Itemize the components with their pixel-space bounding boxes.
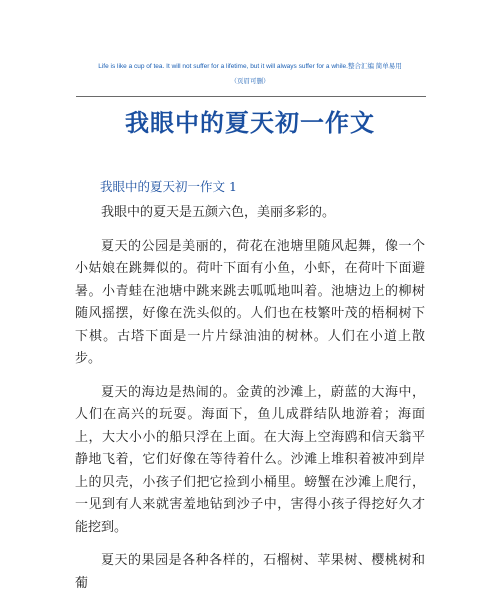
paragraph: 夏天的公园是美丽的，荷花在池塘里随风起舞，像一个小姑娘在跳舞似的。荷叶下面有小鱼，小虾，在荷叶下面避暑。小青蛙在池塘中跳来跳去呱呱地叫着。池塘边上的柳树随风摇摆，好像在洗头似的。人们也在枝繁叶茂的梧桐树下下棋。古塔下面是一片片绿油油的树林。人们在小道上散步。 bbox=[75, 238, 425, 366]
header-removable-note: （页眉可删） bbox=[230, 77, 270, 85]
essay-subtitle: 我眼中的夏天初一作文 1 bbox=[100, 179, 237, 194]
header-tagline: Life is like a cup of tea. It will not suffer for a lifetime, but it will always suffer for a while.整合汇编 简单易用 bbox=[98, 63, 402, 70]
paragraph: 夏天的海边是热闹的。金黄的沙滩上，蔚蓝的大海中，人们在高兴的玩耍。海面下，鱼儿成群结队地游着；海面上，大大小小的船只浮在上面。在大海上空海鸥和信天翁平静地飞着，它们好像在等待着什么。沙滩上堆积着被冲到岸上的贝壳，小孩子们把它捡到小桶里。螃蟹在沙滩上爬行，一见到有人来就害羞地钻到沙子中，害得小孩子得挖好久才能挖到。 bbox=[75, 384, 425, 535]
document-title: 我眼中的夏天初一作文 bbox=[125, 109, 375, 137]
essay-body bbox=[75, 202, 425, 606]
header-divider bbox=[76, 96, 426, 97]
paragraph: 我眼中的夏天是五颜六色，美丽多彩的。 bbox=[101, 205, 336, 220]
paragraph: 夏天的果园是各种各样的，石榴树、苹果树、樱桃树和葡 bbox=[75, 553, 425, 591]
